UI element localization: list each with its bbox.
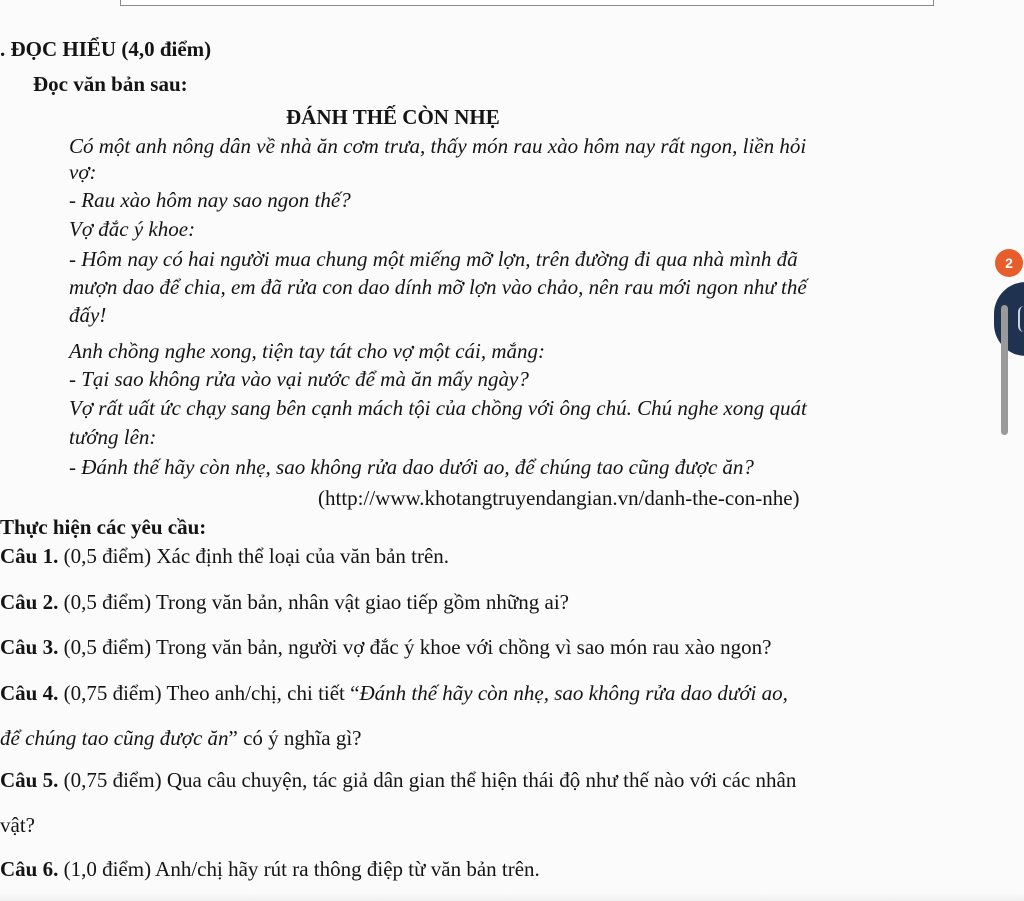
question-text: (0,5 điểm) Xác định thể loại của văn bản trên. xyxy=(58,544,450,568)
story-line: Anh chồng nghe xong, tiện tay tát cho vợ một cái, mắng: xyxy=(69,339,546,363)
story-source: (http://www.khotangtruyendangian.vn/danh-the-con-nhe) xyxy=(318,486,800,510)
story-line: tướng lên: xyxy=(69,425,157,449)
scrollbar-thumb[interactable] xyxy=(1001,305,1008,435)
question-5 xyxy=(0,767,796,793)
story-line: Vợ rất uất ức chạy sang bên cạnh mách tội của chồng với ông chú. Chú nghe xong quát xyxy=(69,396,807,420)
question-4 xyxy=(0,680,788,706)
story-line: vợ: xyxy=(69,160,97,184)
question-label: Câu 2. xyxy=(0,590,59,614)
question-label: Câu 5. xyxy=(0,768,59,792)
question-text: (0,75 điểm) Qua câu chuyện, tác giả dân gian thể hiện thái độ như thế nào với các nhân xyxy=(58,768,797,792)
story-line: - Tại sao không rửa vào vại nước để mà ăn mấy ngày? xyxy=(69,367,529,391)
story-line: Vợ đắc ý khoe: xyxy=(69,217,196,241)
story-line: - Hôm nay có hai người mua chung một miếng mỡ lợn, trên đường đi qua nhà mình đã xyxy=(69,247,798,271)
question-text: (0,5 điểm) Trong văn bản, nhân vật giao tiếp gồm những ai? xyxy=(58,590,569,614)
story-line: đấy! xyxy=(69,303,107,327)
page-bottom-edge xyxy=(0,893,1024,901)
question-quote: để chúng tao cũng được ăn xyxy=(0,726,229,750)
question-text: (0,5 điểm) Trong văn bản, người vợ đắc ý khoe với chồng vì sao món rau xào ngon? xyxy=(58,635,772,659)
story-title: ĐÁNH THẾ CÒN NHẸ xyxy=(286,105,500,129)
reading-instruction: Đọc văn bản sau: xyxy=(33,72,188,96)
section-heading: . ĐỌC HIỂU (4,0 điểm) xyxy=(0,37,212,61)
story-line: Có một anh nông dân về nhà ăn cơm trưa, thấy món rau xào hôm nay rất ngon, liền hỏi xyxy=(69,134,807,158)
question-label: Câu 6. xyxy=(0,857,59,881)
question-text: (0,75 điểm) Theo anh/chị, chi tiết “ xyxy=(58,681,360,705)
question-2 xyxy=(0,589,569,615)
page-number-badge[interactable]: 2 xyxy=(995,249,1023,277)
question-text: (1,0 điểm) Anh/chị hãy rút ra thông điệp từ văn bản trên. xyxy=(58,857,540,881)
question-1 xyxy=(0,543,449,569)
question-quote: Đánh thế hãy còn nhẹ, sao không rửa dao dưới ao, xyxy=(359,681,788,705)
question-label: Câu 3. xyxy=(0,635,59,659)
question-6 xyxy=(0,856,540,882)
header-table-border xyxy=(120,0,934,6)
tasks-heading: Thực hiện các yêu cầu: xyxy=(0,515,207,539)
story-line: - Đánh thế hãy còn nhẹ, sao không rửa dao dưới ao, để chúng tao cũng được ăn? xyxy=(69,455,754,479)
question-3 xyxy=(0,634,771,660)
story-line: - Rau xào hôm nay sao ngon thế? xyxy=(69,188,351,212)
question-label: Câu 1. xyxy=(0,544,59,568)
question-5-continued: vật? xyxy=(0,813,35,837)
story-line: mượn dao để chia, em đã rửa con dao dính mỡ lợn vào chảo, nên rau mới ngon như thế xyxy=(69,275,807,299)
chevron-left-icon xyxy=(1018,306,1024,332)
question-text: ” có ý nghĩa gì? xyxy=(228,726,362,750)
question-label: Câu 4. xyxy=(0,681,59,705)
question-4-continued xyxy=(0,725,361,751)
